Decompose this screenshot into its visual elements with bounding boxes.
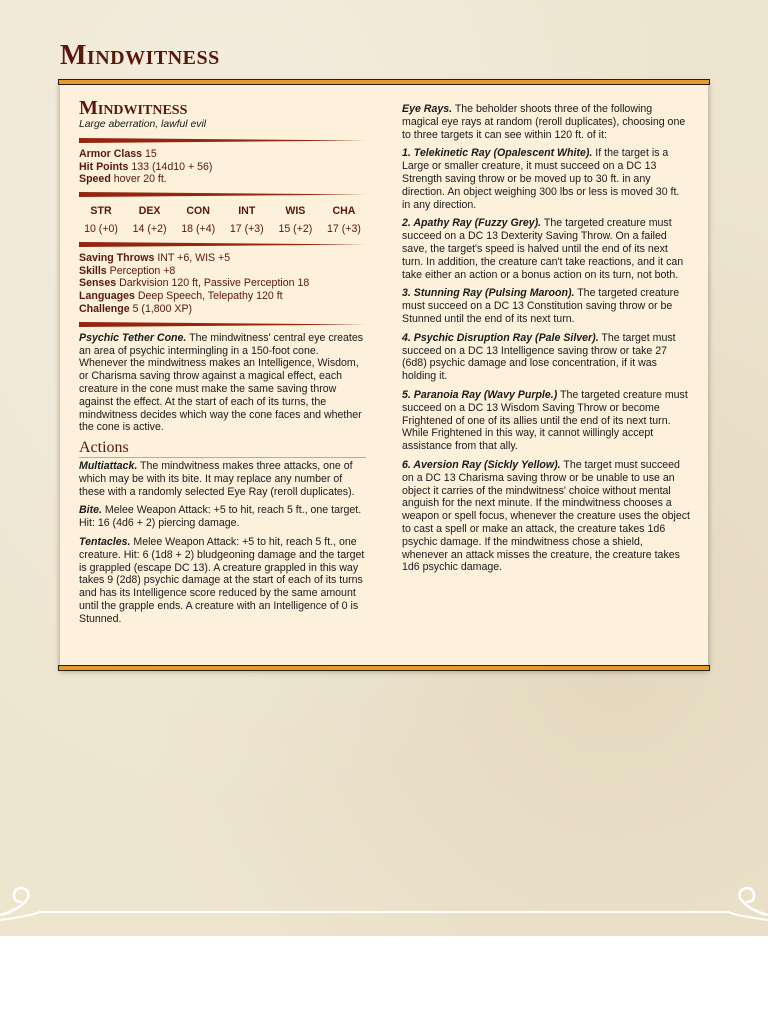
challenge-value: 5 (1,800 XP) [132, 302, 193, 315]
action-text: The mindwitness makes three attacks, one of which may be with its bite. It may replace any number of these with a randomly selected Eye Ray (reroll duplicates). [79, 459, 355, 498]
eye-ray-telekinetic [402, 147, 690, 211]
senses-value: Darkvision 120 ft, Passive Perception 18 [119, 277, 310, 290]
monster-type-alignment: Large aberration, lawful evil [79, 119, 207, 130]
action-title: Multiattack. [79, 459, 138, 472]
senses-label: Senses [79, 277, 117, 290]
languages-label: Languages [79, 290, 135, 303]
eye-ray-title: 5. Paranoia Ray (Wavy Purple.) [402, 388, 558, 401]
stat-block-right-column [402, 103, 690, 580]
eye-ray-title: Eye Rays. [402, 103, 453, 115]
trait-title: Psychic Tether Cone. [79, 331, 187, 344]
armor-class-label: Armor Class [79, 147, 142, 160]
eye-rays-intro [402, 103, 690, 141]
saving-throws-value: INT +6, WIS +5 [157, 251, 231, 264]
eye-ray-title: 3. Stunning Ray (Pulsing Maroon). [402, 287, 575, 300]
saving-throws-row [79, 252, 366, 265]
skills-label: Skills [79, 264, 107, 277]
hit-points-value: 133 (14d10 + 56) [131, 160, 213, 173]
eye-ray-text: The targeted creature must succeed on a DC 13 Wisdom Saving Throw or become Frightened of one of its allies until the end of its next turn. While Frightened in this way, it cannot willingly accept assistance from that ally. [402, 388, 688, 453]
ability-dex [128, 205, 172, 236]
trait-psychic-tether-cone [79, 332, 366, 434]
page-title: Mindwitness [60, 40, 220, 71]
actions-heading: Actions [79, 442, 366, 458]
ability-str [79, 205, 123, 236]
ability-name: STR [90, 205, 112, 218]
ability-name: DEX [138, 205, 161, 218]
eye-ray-text: If the target is a Large or smaller creature, it must succeed on a DC 13 Strength saving throw or be moved up to 30 ft. in any direction. An object weighing 300 lbs or less is moved 30 ft. in any direction. [402, 147, 680, 211]
stat-block-left-column [79, 97, 366, 632]
tapered-rule [79, 322, 366, 327]
ability-score: 17 (+3) [229, 222, 264, 235]
ability-score: 18 (+4) [181, 222, 216, 235]
eye-ray-psychic-disruption [402, 332, 690, 383]
challenge-label: Challenge [79, 302, 130, 315]
ability-name: CHA [332, 205, 356, 218]
armor-class-row [79, 148, 366, 161]
languages-value: Deep Speech, Telepathy 120 ft [137, 290, 283, 303]
eye-ray-aversion [402, 459, 690, 574]
eye-ray-apathy [402, 217, 690, 281]
ability-score: 14 (+2) [132, 222, 167, 235]
action-multiattack [79, 460, 366, 498]
ability-scores [79, 205, 366, 236]
challenge-row [79, 303, 366, 316]
saving-throws-label: Saving Throws [79, 251, 155, 264]
action-text: Melee Weapon Attack: +5 to hit, reach 5 ft., one target. Hit: 16 (4d6 + 2) piercing damage. [79, 504, 362, 530]
page-footer-ornament [0, 880, 768, 936]
ability-score: 10 (+0) [84, 222, 118, 235]
monster-name: Mindwitness [79, 97, 188, 119]
ability-name: WIS [285, 205, 306, 218]
eye-ray-text: The targeted creature must succeed on a DC 13 Dexterity Saving Throw. On a failed save, the target's speed is halved until the end of its next turn. In addition, the creature can't take reactions, and it can take either an action or a bonus action on its turn, not both. [402, 217, 684, 281]
tapered-rule [79, 192, 366, 197]
ability-wis [273, 205, 317, 236]
skills-value: Perception +8 [109, 264, 176, 277]
action-title: Bite. [79, 504, 102, 517]
action-tentacles [79, 536, 366, 626]
eye-ray-stunning [402, 287, 690, 325]
speed-row [79, 173, 366, 186]
action-title: Tentacles. [79, 535, 131, 548]
senses-row [79, 277, 366, 290]
ability-con [176, 205, 220, 236]
armor-class-value: 15 [144, 147, 157, 160]
ability-int [225, 205, 269, 236]
stat-block-bottom-border [58, 665, 710, 671]
eye-ray-text: The targeted creature must succeed on a DC 13 Constitution saving throw or be Stunned until the end of its next turn. [402, 287, 680, 325]
hit-points-row [79, 161, 366, 174]
tapered-rule [79, 242, 366, 247]
tapered-rule [79, 138, 366, 143]
eye-ray-text: The beholder shoots three of the following magical eye rays at random (reroll duplicates), choosing one to three targets it can see within 120 ft. of it: [402, 103, 686, 141]
eye-ray-title: 1. Telekinetic Ray (Opalescent White). [402, 147, 593, 160]
action-text: Melee Weapon Attack: +5 to hit, reach 5 ft., one creature. Hit: 6 (1d8 + 2) bludgeoning damage and the target is grappled (escape DC 13). A creature grappled in this way takes 9 (2d8) psychic damage at the start of each of its turns and has its Intelligence score reduced by the same amount until the grapple ends. A creature with an Intelligence of 0 is Stunned. [79, 535, 365, 625]
eye-ray-text: The target must succeed on a DC 13 Intelligence saving throw or take 27 (6d8) psychic damage and lose concentration, if it was holding it. [402, 331, 676, 383]
eye-ray-title: 2. Apathy Ray (Fuzzy Grey). [402, 217, 542, 230]
speed-label: Speed [79, 173, 111, 186]
stat-block [60, 81, 708, 669]
speed-value: hover 20 ft. [113, 173, 167, 186]
action-bite [79, 504, 366, 530]
ability-cha [322, 205, 366, 236]
eye-ray-paranoia [402, 389, 690, 453]
ability-name: CON [186, 205, 210, 218]
eye-ray-text: The target must succeed on a DC 13 Charisma saving throw or be unable to use an object it carries of the mindwitness' choice without mental anguish for the next minute. If the mindwitness chooses a weapon or spell focus, whenever the creature uses the object to cast a spell or make an attack, the creature takes 1d6 psychic damage. If the mindwitness chose a shield, whenever an attack misses the creature, the creature takes 1d6 psychic damage. [402, 458, 690, 574]
stat-block-top-border [58, 79, 710, 85]
skills-row [79, 265, 366, 278]
ability-name: INT [238, 205, 256, 218]
hit-points-label: Hit Points [79, 160, 129, 173]
ability-score: 17 (+3) [327, 222, 361, 235]
eye-ray-title: 6. Aversion Ray (Sickly Yellow). [402, 458, 561, 471]
eye-ray-title: 4. Psychic Disruption Ray (Pale Silver). [402, 331, 599, 344]
trait-text: The mindwitness' central eye creates an area of psychic intermingling in a 150-foot cone. Whenever the mindwitness makes an Intelligence, Wisdom, or Charisma saving throw against a magical effect, each creature in the cone must make the same saving throw against the effect. At the start of each of its turns, the mindwitness decides which way the cone faces and whether the cone is active. [79, 331, 364, 434]
ability-score: 15 (+2) [278, 222, 313, 235]
languages-row [79, 290, 366, 303]
